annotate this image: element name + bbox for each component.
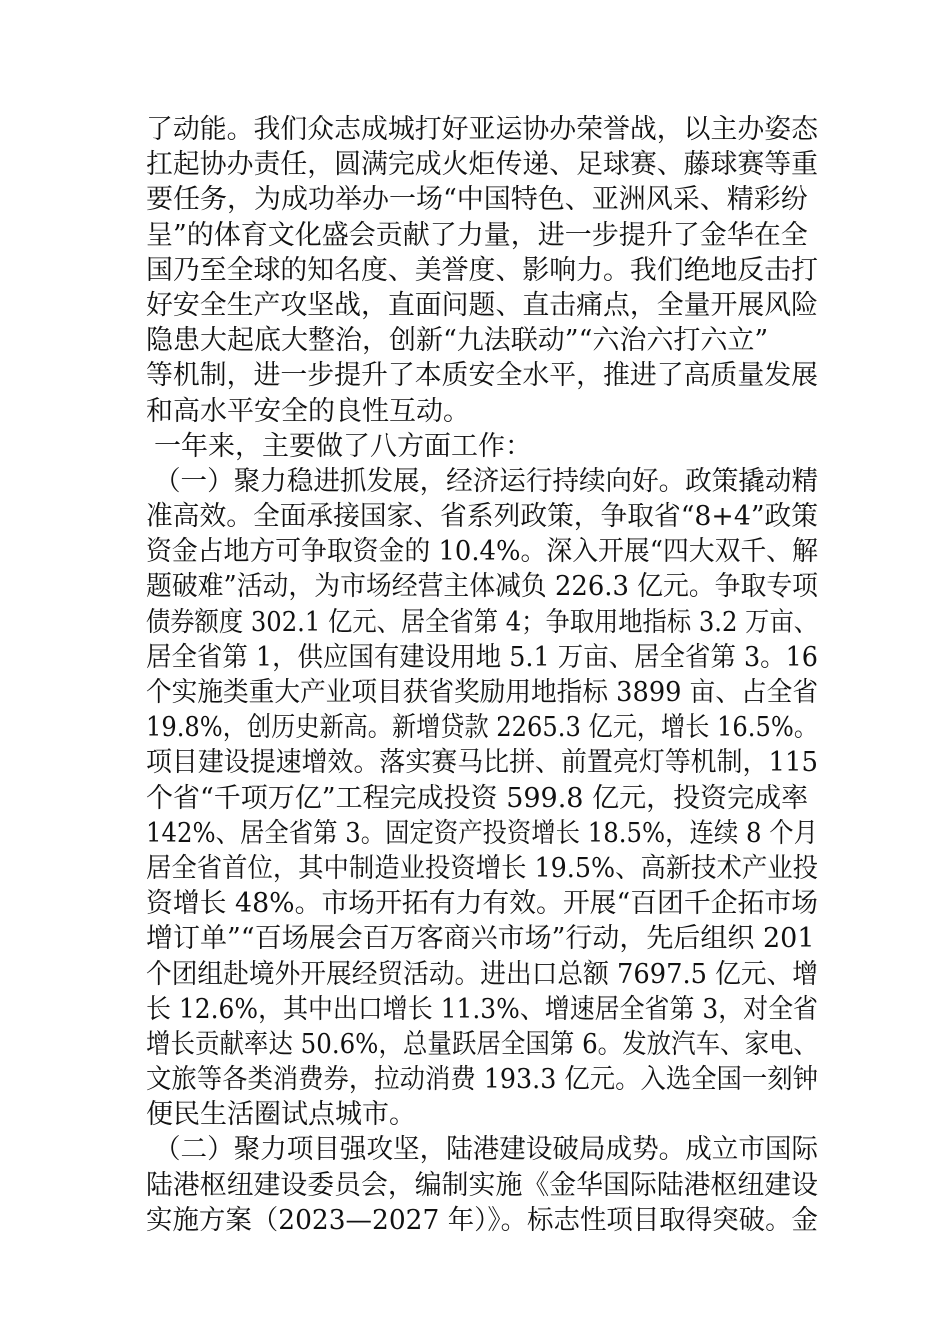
text-line: （二）聚力项目强攻坚，陆港建设破局成势。成立市国际 (154, 1134, 818, 1166)
text-line: 准高效。全面承接国家、省系列政策，争取省“8+4”政策 (146, 501, 818, 533)
text-line: 个团组赴境外开展经贸活动。进出口总额 7697.5 亿元、增 (146, 958, 818, 990)
body-text (146, 112, 816, 1238)
text-line: 陆港枢纽建设委员会，编制实施《金华国际陆港枢纽建设 (146, 1169, 818, 1201)
text-line: 长 12.6%，其中出口增长 11.3%、增速居全省第 3，对全省 (146, 993, 818, 1025)
text-line: 要任务，为成功举办一场“中国特色、亚洲风采、精彩纷 (146, 184, 808, 216)
text-line: 便民生活圈试点城市。 (146, 1099, 416, 1131)
text-line: 居全省首位，其中制造业投资增长 19.5%、高新技术产业投 (146, 852, 818, 884)
text-line: （一）聚力稳进抓发展，经济运行持续向好。政策撬动精 (154, 465, 818, 497)
text-line: 国乃至全球的知名度、美誉度、影响力。我们绝地反击打 (146, 254, 818, 286)
text-line: 和高水平安全的良性互动。 (146, 395, 470, 427)
text-line: 扛起协办责任，圆满完成火炬传递、足球赛、藤球赛等重 (146, 149, 818, 181)
text-line: 19.8%，创历史新高。新增贷款 2265.3 亿元，增长 16.5%。 (146, 712, 818, 744)
text-line: 实施方案（2023—2027 年）》。标志性项目取得突破。金 (146, 1204, 818, 1236)
text-line: 142%、居全省第 3。固定资产投资增长 18.5%，连续 8 个月 (146, 817, 818, 849)
text-line: 个实施类重大产业项目获省奖励用地指标 3899 亩、占全省 (146, 677, 818, 708)
text-line: 增长贡献率达 50.6%，总量跃居全国第 6。发放汽车、家电、 (146, 1028, 818, 1060)
text-line: 居全省第 1，供应国有建设用地 5.1 万亩、居全省第 3。16 (146, 641, 818, 673)
text-line: 项目建设提速增效。落实赛马比拼、前置亮灯等机制，115 (146, 747, 818, 779)
text-line: 等机制，进一步提升了本质安全水平，推进了高质量发展 (146, 360, 818, 392)
text-line: 资金占地方可争取资金的 10.4%。深入开展“四大双千、解 (146, 536, 818, 568)
text-line: 了动能。我们众志成城打好亚运协办荣誉战，以主办姿态 (146, 114, 818, 145)
text-line: 题破难”活动，为市场经营主体减负 226.3 亿元。争取专项 (146, 571, 818, 603)
text-line: 一年来，主要做了八方面工作： (154, 430, 532, 462)
text-line: 呈”的体育文化盛会贡献了力量，进一步提升了金华在全 (146, 219, 808, 251)
text-line: 增订单”“百场展会百万客商兴市场”行动，先后组织 201 (146, 923, 815, 955)
text-line: 隐患大起底大整治，创新“九法联动”“六治六打六立” (146, 325, 769, 357)
text-line: 好安全生产攻坚战，直面问题、直击痛点，全量开展风险 (146, 289, 818, 321)
text-line: 文旅等各类消费券，拉动消费 193.3 亿元。入选全国一刻钟 (146, 1064, 818, 1096)
text-line: 个省“千项万亿”工程完成投资 599.8 亿元，投资完成率 (146, 782, 809, 814)
text-line: 债券额度 302.1 亿元、居全省第 4；争取用地指标 3.2 万亩、 (146, 606, 818, 638)
text-line: 资增长 48%。市场开拓有力有效。开展“百团千企拓市场 (146, 888, 818, 920)
